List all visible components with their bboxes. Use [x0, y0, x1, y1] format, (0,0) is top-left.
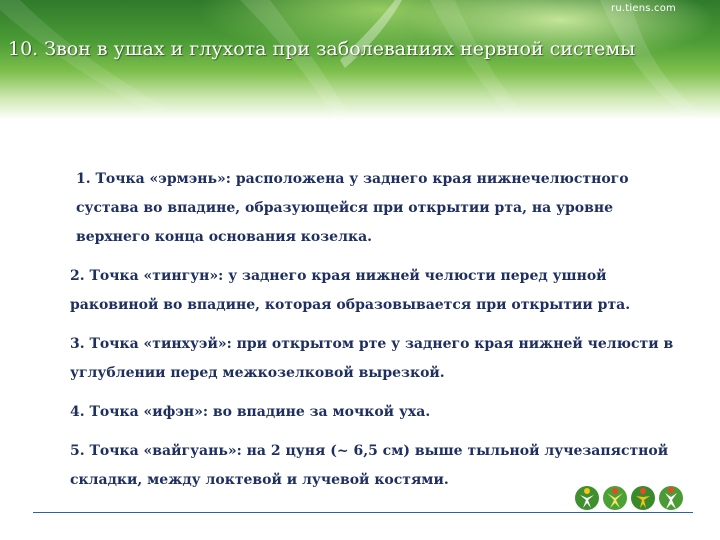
slide-title: 10. Звон в ушах и глухота при заболеваниях нервной системы — [8, 38, 636, 60]
footer-divider — [33, 512, 693, 513]
header-banner — [0, 0, 720, 120]
grass-decoration — [0, 0, 720, 120]
point-text: Точка «вайгуань»: на 2 цуня (~ 6,5 см) выше тыльной лучезапястной складки, между локтевой и лучевой костями. — [70, 443, 669, 488]
point-number: 4. — [70, 404, 85, 420]
point-text: Точка «тинхуэй»: при открытом рте у заднего края нижней челюсти в углублении перед межкозелковой вырезкой. — [70, 336, 674, 381]
point-number: 2. — [70, 268, 85, 284]
point-number: 1. — [76, 171, 91, 187]
tiens-figure-icon — [602, 484, 628, 512]
point-number: 5. — [70, 443, 85, 459]
site-url: ru.tiens.com — [611, 3, 676, 14]
point-number: 3. — [70, 336, 85, 352]
point-item — [70, 262, 680, 320]
point-text: Точка «ифэн»: во впадине за мочкой уха. — [89, 404, 431, 420]
tiens-figure-icon — [574, 484, 600, 512]
point-text: Точка «тингун»: у заднего края нижней челюсти перед ушной раковиной во впадине, которая образовывается при открытии рта. — [70, 268, 631, 313]
point-item — [70, 398, 680, 427]
point-text: Точка «эрмэнь»: расположена у заднего края нижнечелюстного сустава во впадине, образующейся при открытии рта, на уровне верхнего конца основания козелка. — [76, 171, 629, 245]
point-item — [70, 330, 680, 388]
point-item — [70, 165, 680, 252]
points-list — [70, 165, 680, 505]
tiens-figure-icon — [630, 484, 656, 512]
tiens-figure-icon — [658, 484, 684, 512]
